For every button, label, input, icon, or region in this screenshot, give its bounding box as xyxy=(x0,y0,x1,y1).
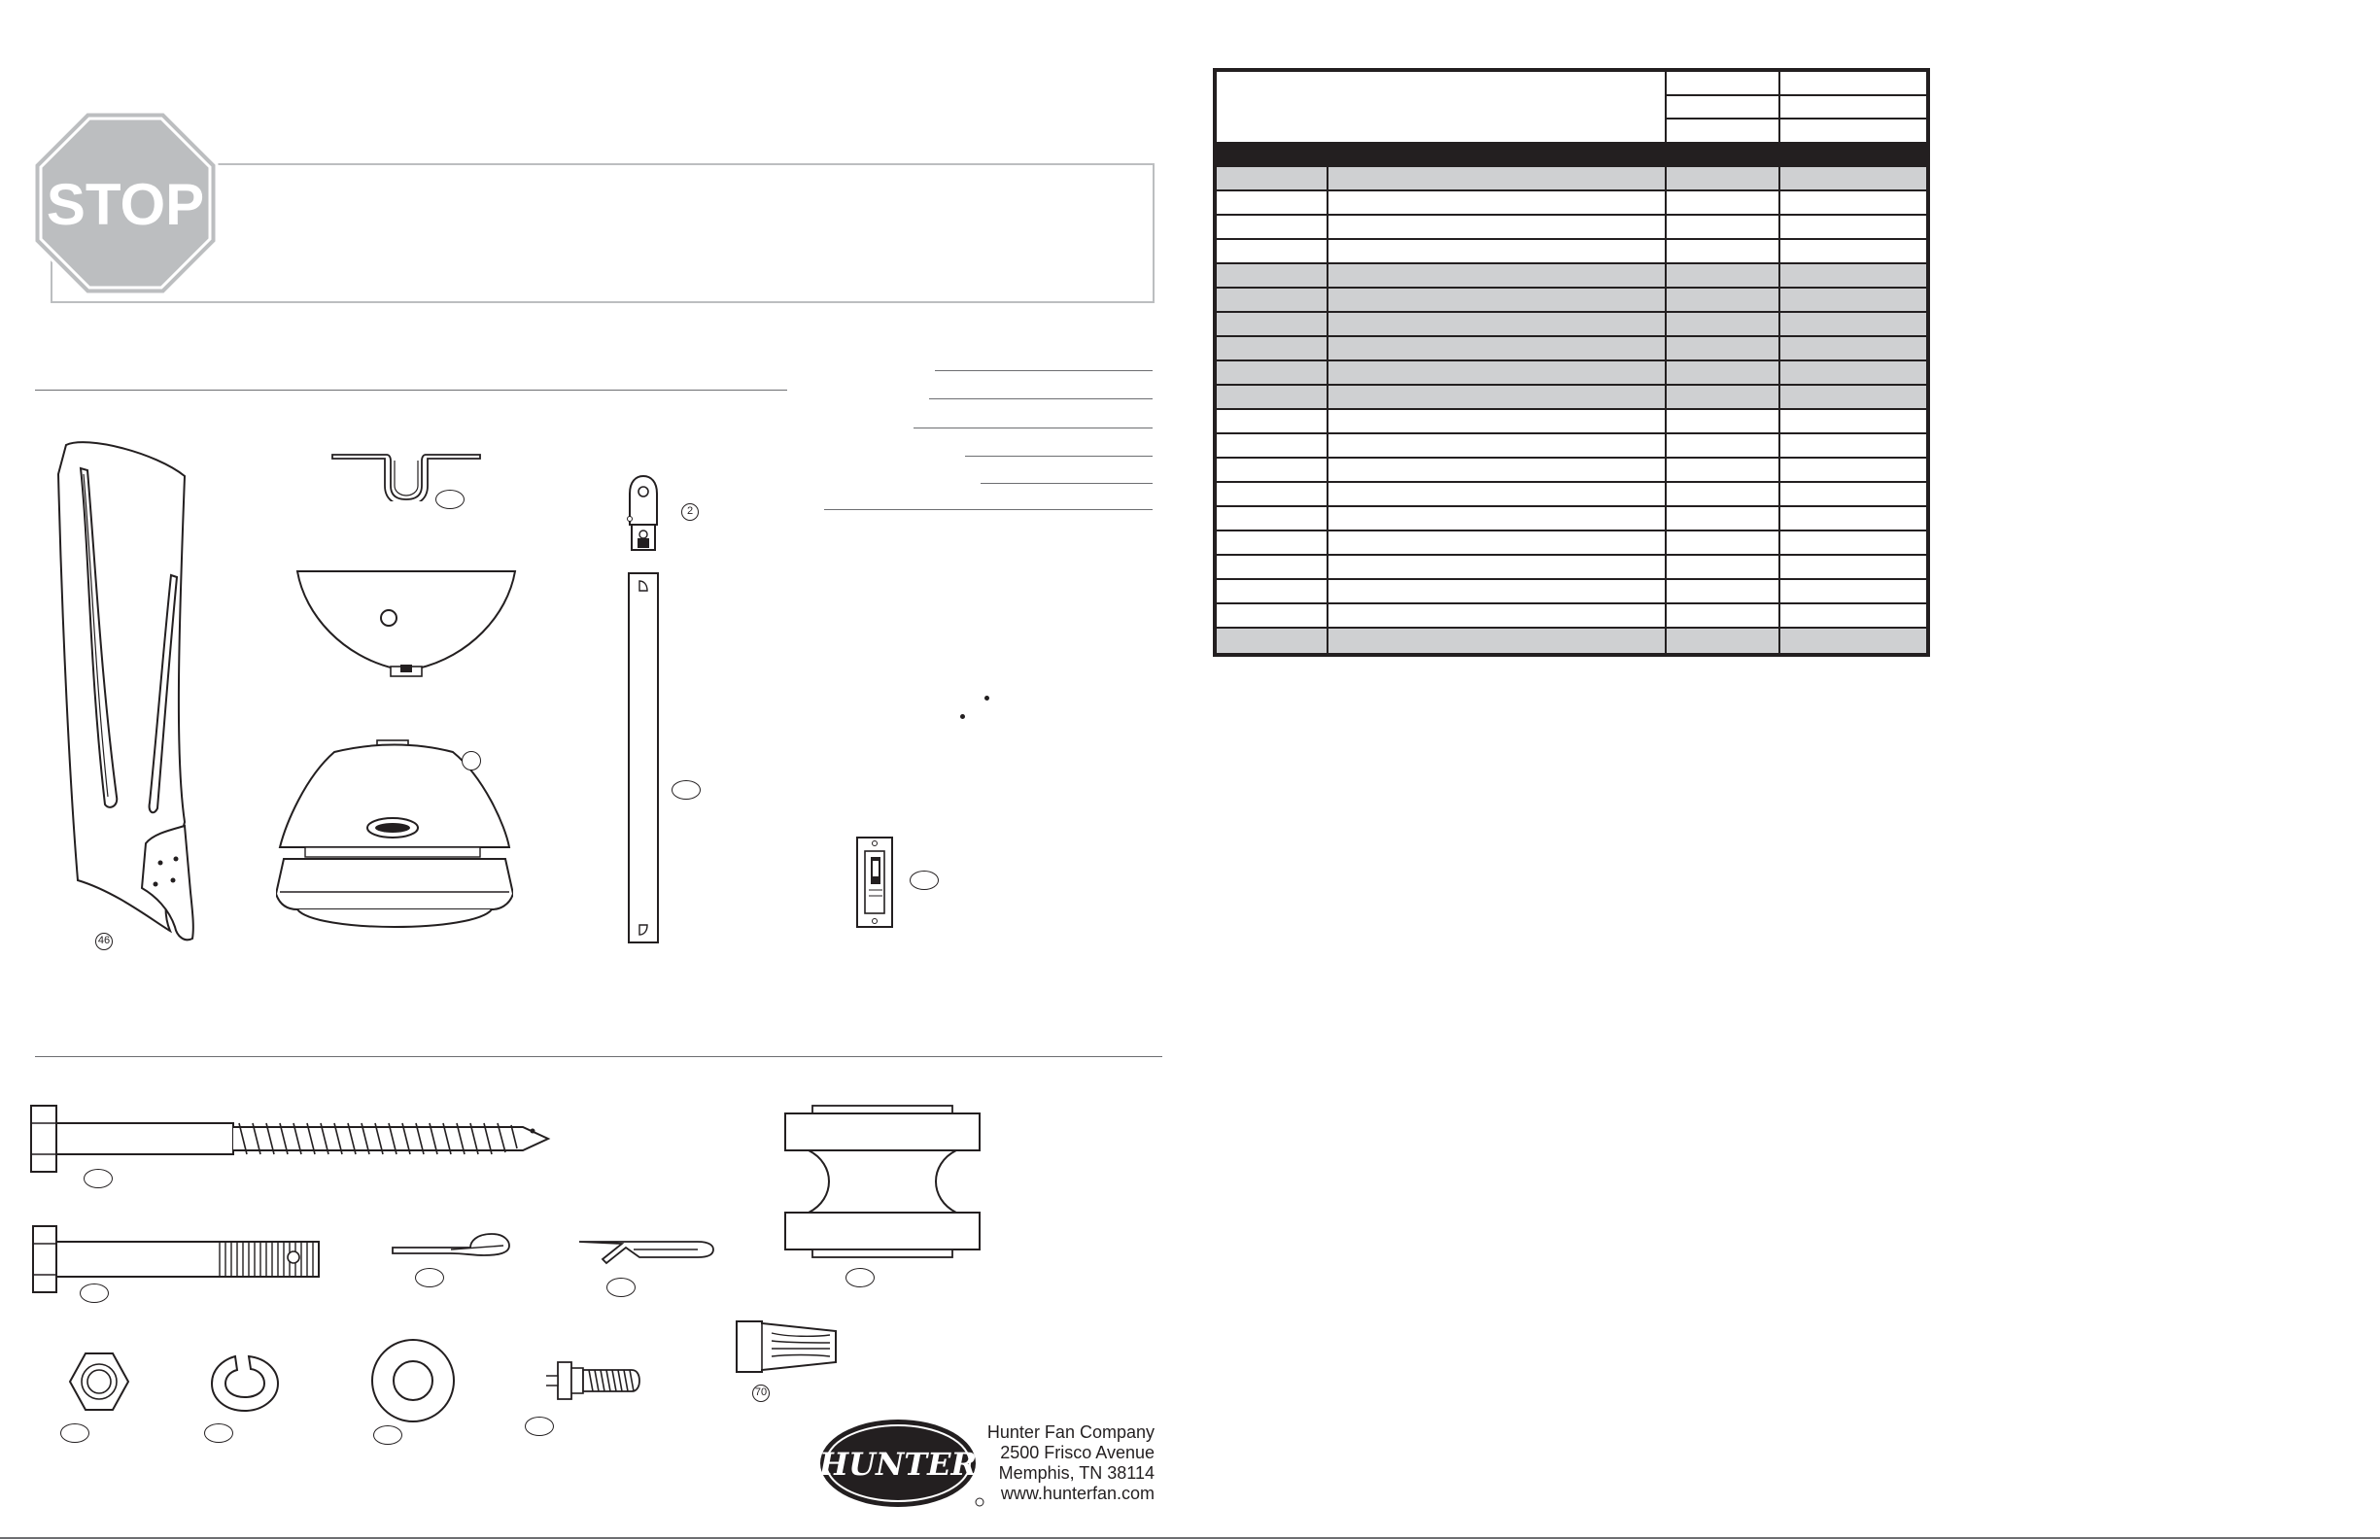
lag-screw-callout xyxy=(84,1169,113,1188)
table-cell xyxy=(1667,580,1780,602)
table-cell xyxy=(1667,167,1780,189)
table-cell xyxy=(1667,459,1780,481)
table-cell xyxy=(1667,264,1780,287)
table-row xyxy=(1217,531,1926,556)
table-cell xyxy=(1328,410,1667,432)
table-cell xyxy=(1217,167,1328,189)
table-cell xyxy=(1780,337,1927,359)
stop-sign-icon xyxy=(31,109,220,297)
table-row xyxy=(1217,410,1926,434)
table-cell xyxy=(1780,556,1927,578)
table-cell xyxy=(1217,337,1328,359)
table-cell xyxy=(1780,167,1927,189)
lag-screw-illustration xyxy=(27,1104,552,1174)
table-cell xyxy=(1328,191,1667,214)
motor-callout xyxy=(462,751,481,770)
table-cell xyxy=(1667,604,1780,627)
table-row xyxy=(1217,289,1926,313)
table-cell xyxy=(1667,191,1780,214)
table-row xyxy=(1217,459,1926,483)
table-row xyxy=(1217,264,1926,289)
table-cell xyxy=(1780,386,1927,408)
table-cell xyxy=(1217,556,1328,578)
table-row xyxy=(1217,483,1926,507)
table-row xyxy=(1217,434,1926,459)
bullet-dot xyxy=(960,714,965,719)
wire-nut-icon xyxy=(733,1318,840,1376)
table-cell xyxy=(1328,264,1667,287)
table-row xyxy=(1217,191,1926,216)
cotter-pin-callout xyxy=(415,1268,444,1287)
company-name: Hunter Fan Company xyxy=(986,1422,1155,1442)
table-row xyxy=(1217,629,1926,653)
company-street: 2500 Frisco Avenue xyxy=(1000,1443,1155,1462)
table-body xyxy=(1217,167,1926,653)
table-cell xyxy=(1217,531,1328,554)
table-row xyxy=(1217,313,1926,337)
table-cell xyxy=(1780,216,1927,238)
company-website[interactable]: www.hunterfan.com xyxy=(1000,1484,1155,1503)
machine-screw-callout xyxy=(525,1417,554,1436)
table-cell xyxy=(1667,531,1780,554)
table-cell xyxy=(1217,264,1328,287)
table-title-area xyxy=(1217,72,1667,142)
checklist-line-2 xyxy=(929,398,1153,399)
table-cell xyxy=(1328,240,1667,262)
table-cell xyxy=(1217,507,1328,530)
table-cell xyxy=(1667,507,1780,530)
table-row xyxy=(1217,556,1926,580)
machine-screw-icon xyxy=(544,1358,641,1403)
table-cell xyxy=(1780,507,1927,530)
table-cell xyxy=(1217,216,1328,238)
table-cell xyxy=(1780,629,1927,653)
isolator-callout xyxy=(845,1268,875,1287)
svg-text:HUNTER: HUNTER xyxy=(818,1446,978,1483)
hex-nut-callout xyxy=(60,1423,89,1443)
table-cell xyxy=(1667,556,1780,578)
bullet-dot xyxy=(984,696,989,701)
table-cell xyxy=(1780,191,1927,214)
stop-sign-label: STOP xyxy=(46,172,205,237)
table-cell xyxy=(1217,240,1328,262)
downrod-ball-illustration xyxy=(626,474,661,554)
table-cell xyxy=(1328,386,1667,408)
table-section-bar xyxy=(1217,142,1926,167)
table-cell xyxy=(1780,459,1927,481)
checklist-line-5 xyxy=(981,483,1153,484)
table-row xyxy=(1217,240,1926,264)
hex-nut-icon xyxy=(68,1351,130,1413)
table-cell xyxy=(1217,604,1328,627)
rubber-isolator-illustration xyxy=(781,1104,983,1259)
table-header xyxy=(1217,72,1926,142)
downrod-illustration xyxy=(627,571,660,944)
table-cell xyxy=(1780,313,1927,335)
table-cell xyxy=(1328,604,1667,627)
header-col-b xyxy=(1780,72,1926,142)
table-cell xyxy=(1667,629,1780,653)
section-rule-parts xyxy=(35,390,787,391)
canopy-illustration xyxy=(293,567,519,680)
table-cell xyxy=(1217,361,1328,384)
table-cell xyxy=(1217,191,1328,214)
table-cell xyxy=(1217,629,1328,653)
table-row xyxy=(1217,386,1926,410)
bracket-callout xyxy=(435,490,465,509)
table-cell xyxy=(1217,313,1328,335)
table-cell xyxy=(1780,604,1927,627)
hanger-part-number: 2 xyxy=(681,503,699,521)
table-cell xyxy=(1328,216,1667,238)
table-cell xyxy=(1780,580,1927,602)
table-row xyxy=(1217,361,1926,386)
table-cell xyxy=(1667,289,1780,311)
table-cell xyxy=(1328,483,1667,505)
company-address-block xyxy=(983,1422,1155,1504)
table-cell xyxy=(1217,434,1328,457)
table-cell xyxy=(1217,459,1328,481)
table-cell xyxy=(1667,386,1780,408)
table-cell xyxy=(1328,361,1667,384)
header-col-a xyxy=(1667,72,1780,142)
table-cell xyxy=(1328,556,1667,578)
table-cell xyxy=(1217,410,1328,432)
table-cell xyxy=(1667,240,1780,262)
table-cell xyxy=(1328,337,1667,359)
hex-bolt-illustration xyxy=(29,1224,323,1294)
table-cell xyxy=(1667,313,1780,335)
table-row xyxy=(1217,580,1926,604)
table-cell xyxy=(1780,240,1927,262)
table-cell xyxy=(1328,434,1667,457)
table-row xyxy=(1217,604,1926,629)
cotter-pin-illustration xyxy=(391,1232,511,1263)
blade-part-number: 46 xyxy=(95,933,113,950)
table-cell xyxy=(1328,580,1667,602)
lock-washer-icon xyxy=(206,1351,282,1415)
table-cell xyxy=(1328,531,1667,554)
table-cell xyxy=(1667,434,1780,457)
table-cell xyxy=(1328,313,1667,335)
table-cell xyxy=(1667,361,1780,384)
wall-control-callout xyxy=(910,871,939,890)
checklist-line-1 xyxy=(935,370,1153,371)
table-cell xyxy=(1328,459,1667,481)
table-cell xyxy=(1780,410,1927,432)
table-cell xyxy=(1217,483,1328,505)
hunter-logo-icon xyxy=(818,1417,985,1510)
table-cell xyxy=(1780,434,1927,457)
table-cell xyxy=(1667,483,1780,505)
lock-washer-callout xyxy=(204,1423,233,1443)
table-cell xyxy=(1667,410,1780,432)
bolt-callout xyxy=(80,1283,109,1303)
wall-control-illustration xyxy=(853,836,896,929)
table-cell xyxy=(1328,629,1667,653)
checklist-line-6 xyxy=(824,509,1153,510)
hairpin-clip-illustration xyxy=(577,1236,715,1271)
table-cell xyxy=(1667,337,1780,359)
table-cell xyxy=(1780,361,1927,384)
checklist-line-4 xyxy=(965,456,1153,457)
table-cell xyxy=(1667,216,1780,238)
table-row xyxy=(1217,216,1926,240)
table-cell xyxy=(1328,507,1667,530)
table-cell xyxy=(1217,386,1328,408)
downrod-callout xyxy=(672,780,701,800)
table-cell xyxy=(1328,289,1667,311)
table-row xyxy=(1217,337,1926,361)
hairpin-clip-callout xyxy=(606,1278,636,1297)
section-rule-hardware xyxy=(35,1056,1162,1057)
table-cell xyxy=(1780,264,1927,287)
parts-list-table xyxy=(1213,68,1930,657)
table-cell xyxy=(1217,580,1328,602)
table-row xyxy=(1217,507,1926,531)
table-cell xyxy=(1328,167,1667,189)
bottom-rule xyxy=(0,1537,2380,1539)
table-cell xyxy=(1217,289,1328,311)
table-row xyxy=(1217,167,1926,191)
flat-washer-icon xyxy=(369,1337,457,1424)
company-city: Memphis, TN 38114 xyxy=(998,1463,1155,1483)
table-cell xyxy=(1780,289,1927,311)
flat-washer-callout xyxy=(373,1425,402,1445)
wire-nut-part-number: 70 xyxy=(752,1385,770,1402)
fan-blade-illustration xyxy=(49,435,204,948)
motor-housing-illustration xyxy=(276,738,513,939)
table-cell xyxy=(1780,483,1927,505)
table-cell xyxy=(1780,531,1927,554)
